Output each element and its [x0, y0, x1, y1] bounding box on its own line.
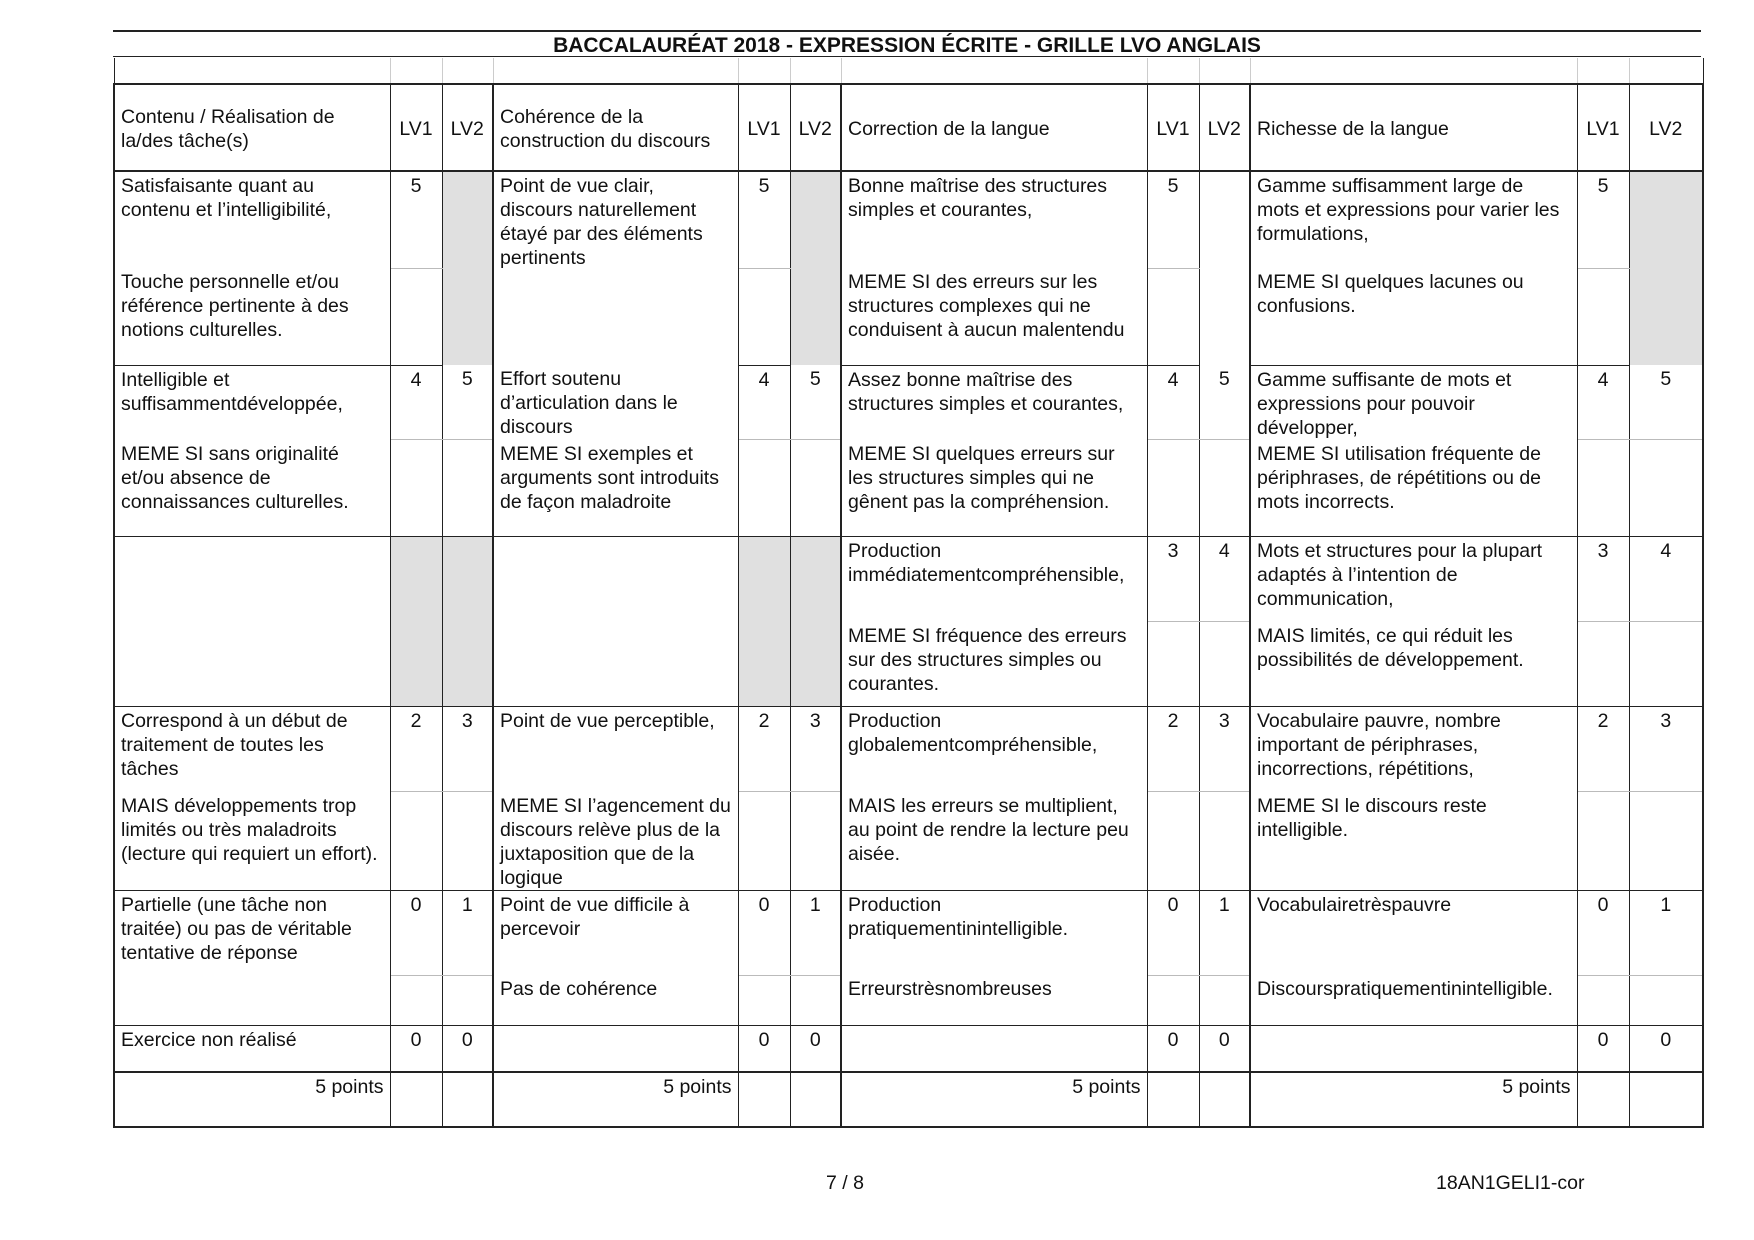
empty-cell: [790, 440, 841, 537]
score-cell: 0: [442, 1025, 493, 1072]
cell-text: Partielle (une tâche non traitée) ou pas de véritable tentative de réponse: [114, 890, 390, 1025]
score-cell: 0: [1147, 1025, 1199, 1072]
score-cell: 0: [1199, 1025, 1250, 1072]
empty-cell: [790, 1072, 841, 1127]
level-4-row-a: [114, 365, 1703, 440]
shaded-cell: [790, 537, 841, 707]
level-2-row-a: [114, 707, 1703, 792]
empty-cell: [493, 1025, 738, 1072]
cell-text: Touche personnelle et/ou référence pertinente à des notions culturelles.: [114, 268, 390, 365]
header-lv2: LV2: [1199, 84, 1250, 171]
empty-cell: [1577, 975, 1629, 1025]
score-cell: 1: [1199, 890, 1250, 975]
empty-cell: [442, 792, 493, 891]
level-5-row-a: [114, 171, 1703, 268]
empty-cell: [1147, 440, 1199, 537]
empty-cell: [1199, 171, 1250, 365]
empty-cell: [1250, 1025, 1577, 1072]
cell-text: Mots et structures pour la plupart adaptés à l’intention de communication,: [1250, 537, 1577, 622]
empty-cell: [390, 268, 442, 365]
cell-text: Pas de cohérence: [493, 975, 738, 1025]
score-cell: 4: [390, 365, 442, 440]
cell-text: MAIS limités, ce qui réduit les possibilités de développement.: [1250, 622, 1577, 707]
level-3-row-a: [114, 537, 1703, 622]
empty-cell: [841, 1025, 1147, 1072]
score-cell: 5: [1629, 365, 1703, 440]
shaded-cell: [442, 537, 493, 707]
score-cell: 2: [390, 707, 442, 792]
cell-text: Gamme suffisante de mots et expressions pour pouvoir développer,: [1250, 365, 1577, 440]
cell-text: Intelligible et suffisammentdéveloppée,: [114, 365, 390, 440]
empty-cell: [738, 975, 790, 1025]
cell-text: Gamme suffisamment large de mots et expressions pour varier les formulations,: [1250, 171, 1577, 268]
empty-cell: [738, 1072, 790, 1127]
empty-cell: [790, 975, 841, 1025]
empty-cell: [1147, 268, 1199, 365]
score-cell: 0: [1577, 1025, 1629, 1072]
level-0-row: [114, 1025, 1703, 1072]
cell-text: MAIS développements trop limités ou très maladroits (lecture qui requiert un effort).: [114, 792, 390, 891]
empty-cell: [1199, 1072, 1250, 1127]
cell-text: Point de vue clair, discours naturellement étayé par des éléments pertinents: [493, 171, 738, 365]
header-lv1: LV1: [1577, 84, 1629, 171]
level-2-row-b: [114, 792, 1703, 891]
score-cell: 0: [790, 1025, 841, 1072]
score-cell: 5: [738, 171, 790, 268]
empty-cell: [1629, 440, 1703, 537]
score-cell: 5: [1577, 171, 1629, 268]
cell-text: Vocabulaire pauvre, nombre important de périphrases, incorrections, répétitions,: [1250, 707, 1577, 792]
score-cell: 3: [442, 707, 493, 792]
score-cell: 3: [790, 707, 841, 792]
empty-cell: [790, 792, 841, 891]
total-points: 5 points: [841, 1072, 1147, 1127]
header-lv2: LV2: [1629, 84, 1703, 171]
cell-text: Point de vue difficile à percevoir: [493, 890, 738, 975]
empty-cell: [1577, 792, 1629, 891]
empty-cell: [1577, 440, 1629, 537]
empty-cell: [390, 440, 442, 537]
header-coherence: Cohérence de la construction du discours: [493, 84, 738, 171]
empty-cell: [1147, 975, 1199, 1025]
empty-cell: [1199, 440, 1250, 537]
shaded-cell: [790, 171, 841, 365]
level-1-row-a: [114, 890, 1703, 975]
cell-text: MEME SI quelques erreurs sur les structures simples qui ne gênent pas la compréhension.: [841, 440, 1147, 537]
total-points: 5 points: [493, 1072, 738, 1127]
header-row: [114, 84, 1703, 171]
score-cell: 3: [1629, 707, 1703, 792]
empty-cell: [738, 440, 790, 537]
header-lv2: LV2: [790, 84, 841, 171]
score-cell: 5: [1147, 171, 1199, 268]
empty-cell: [390, 975, 442, 1025]
empty-cell: [1199, 975, 1250, 1025]
score-cell: 4: [1147, 365, 1199, 440]
page-number: 7 / 8: [826, 1172, 864, 1194]
score-cell: 5: [1199, 365, 1250, 440]
empty-cell: [738, 268, 790, 365]
cell-text: Correspond à un début de traitement de toutes les tâches: [114, 707, 390, 792]
empty-cell: [1629, 792, 1703, 891]
empty-cell: [442, 1072, 493, 1127]
cell-text: Assez bonne maîtrise des structures simples et courantes,: [841, 365, 1147, 440]
score-cell: 0: [1577, 890, 1629, 975]
empty-cell: [1629, 622, 1703, 707]
shaded-cell: [390, 537, 442, 707]
cell-text: MEME SI quelques lacunes ou confusions.: [1250, 268, 1577, 365]
score-cell: 0: [1147, 890, 1199, 975]
cell-text: Vocabulairetrèspauvre: [1250, 890, 1577, 975]
total-points: 5 points: [114, 1072, 390, 1127]
header-lv1: LV1: [390, 84, 442, 171]
header-contenu: Contenu / Réalisation de la/des tâche(s): [114, 84, 390, 171]
empty-cell: [390, 1072, 442, 1127]
cell-text: MEME SI sans originalité et/ou absence de connaissances culturelles.: [114, 440, 390, 537]
level-5-row-b: [114, 268, 1703, 365]
cell-text: MEME SI le discours reste intelligible.: [1250, 792, 1577, 891]
empty-cell: [1147, 622, 1199, 707]
cell-text: MEME SI fréquence des erreurs sur des structures simples ou courantes.: [841, 622, 1147, 707]
cell-text: Production globalementcompréhensible,: [841, 707, 1147, 792]
grid-title: BACCALAURÉAT 2018 - EXPRESSION ÉCRITE - GRILLE LVO ANGLAIS: [113, 30, 1701, 57]
empty-cell: [1629, 975, 1703, 1025]
empty-cell: [1577, 268, 1629, 365]
cell-text: Production immédiatementcompréhensible,: [841, 537, 1147, 622]
cell-text: MEME SI l’agencement du discours relève plus de la juxtaposition que de la logique: [493, 792, 738, 891]
score-cell: 5: [442, 365, 493, 440]
cell-text: Discourspratiquementinintelligible.: [1250, 975, 1577, 1025]
shaded-cell: [738, 537, 790, 707]
shaded-cell: [442, 171, 493, 365]
cell-text: MEME SI utilisation fréquente de périphrases, de répétitions ou de mots incorrects.: [1250, 440, 1577, 537]
empty-cell: [493, 537, 738, 707]
score-cell: 0: [738, 890, 790, 975]
cell-text: Exercice non réalisé: [114, 1025, 390, 1072]
cell-text: MAIS les erreurs se multiplient, au point de rendre la lecture peu aisée.: [841, 792, 1147, 891]
score-cell: 2: [1147, 707, 1199, 792]
empty-cell: [1577, 622, 1629, 707]
cell-text: Effort soutenu d’articulation dans le discours: [493, 365, 738, 440]
empty-cell: [1577, 1072, 1629, 1127]
score-cell: 4: [738, 365, 790, 440]
score-cell: 4: [1629, 537, 1703, 622]
score-cell: 3: [1577, 537, 1629, 622]
score-cell: 0: [390, 1025, 442, 1072]
spacer-row: [114, 58, 1703, 84]
score-cell: 3: [1147, 537, 1199, 622]
totals-row: [114, 1072, 1703, 1127]
header-correction: Correction de la langue: [841, 84, 1147, 171]
empty-cell: [1629, 1072, 1703, 1127]
empty-cell: [442, 975, 493, 1025]
cell-text: Erreurstrèsnombreuses: [841, 975, 1147, 1025]
header-lv1: LV1: [1147, 84, 1199, 171]
empty-cell: [1199, 622, 1250, 707]
score-cell: 0: [1629, 1025, 1703, 1072]
score-cell: 5: [390, 171, 442, 268]
cell-text: MEME SI exemples et arguments sont introduits de façon maladroite: [493, 440, 738, 537]
empty-cell: [1147, 1072, 1199, 1127]
empty-cell: [442, 440, 493, 537]
cell-text: Production pratiquementinintelligible.: [841, 890, 1147, 975]
score-cell: 1: [790, 890, 841, 975]
cell-text: Point de vue perceptible,: [493, 707, 738, 792]
score-cell: 3: [1199, 707, 1250, 792]
cell-text: Satisfaisante quant au contenu et l’intelligibilité,: [114, 171, 390, 268]
empty-cell: [1199, 792, 1250, 891]
shaded-cell: [1629, 171, 1703, 365]
score-cell: 4: [1577, 365, 1629, 440]
empty-cell: [738, 792, 790, 891]
empty-cell: [390, 792, 442, 891]
grading-grid: [113, 58, 1704, 1128]
header-lv2: LV2: [442, 84, 493, 171]
score-cell: 0: [390, 890, 442, 975]
score-cell: 2: [738, 707, 790, 792]
cell-text: Bonne maîtrise des structures simples et courantes,: [841, 171, 1147, 268]
header-richesse: Richesse de la langue: [1250, 84, 1577, 171]
empty-cell: [1147, 792, 1199, 891]
header-lv1: LV1: [738, 84, 790, 171]
score-cell: 0: [738, 1025, 790, 1072]
level-4-row-b: [114, 440, 1703, 537]
score-cell: 4: [1199, 537, 1250, 622]
score-cell: 2: [1577, 707, 1629, 792]
empty-cell: [114, 537, 390, 707]
score-cell: 5: [790, 365, 841, 440]
score-cell: 1: [442, 890, 493, 975]
cell-text: MEME SI des erreurs sur les structures complexes qui ne conduisent à aucun malentendu: [841, 268, 1147, 365]
score-cell: 1: [1629, 890, 1703, 975]
document-code: 18AN1GELI1-cor: [1436, 1172, 1585, 1194]
total-points: 5 points: [1250, 1072, 1577, 1127]
